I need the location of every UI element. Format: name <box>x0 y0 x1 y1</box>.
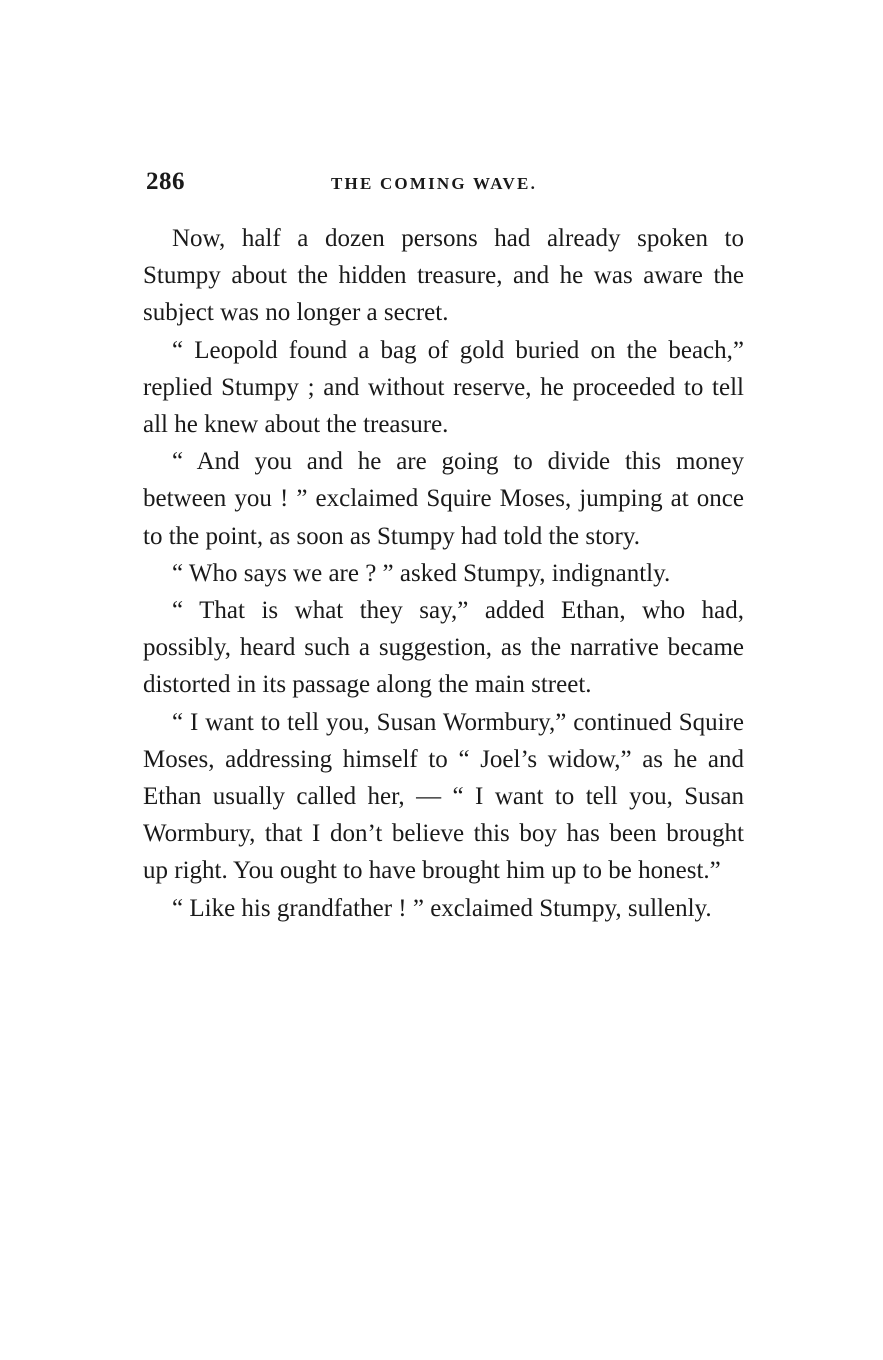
paragraph-6: “ I want to tell you, Susan Wormbury,” continued Squire Moses, addressing himself to “ Joel’s widow,” as he and Ethan usually called her, — “ I want to tell you, Susan Wormbury, that I don’t believe this boy has been brought up right. You ought to have brought him up to be honest.” <box>143 708 744 885</box>
paragraph-2: “ Leopold found a bag of gold buried on the beach,” replied Stumpy ; and without reserve, he proceeded to tell all he knew about the treasure. <box>143 336 744 439</box>
body-text <box>143 220 744 927</box>
paragraph-5: “ That is what they say,” added Ethan, who had, possibly, heard such a suggestion, as the narrative became distorted in its passage along the main street. <box>143 597 744 699</box>
paragraph-1: Now, half a dozen persons had already spoken to Stumpy about the hidden treasure, and he was aware the subject was no longer a secret. <box>143 225 744 327</box>
page-number: 286 <box>146 168 185 195</box>
paragraph-4: “ Who says we are ? ” asked Stumpy, indignantly. <box>172 559 671 587</box>
running-head <box>146 168 746 202</box>
paragraph-3: “ And you and he are going to divide this money between you ! ” exclaimed Squire Moses, jumping at once to the point, as soon as Stumpy had told the story. <box>143 448 744 550</box>
paragraph-7: “ Like his grandfather ! ” exclaimed Stumpy, sullenly. <box>172 894 712 922</box>
running-title: THE COMING WAVE. <box>331 174 538 193</box>
